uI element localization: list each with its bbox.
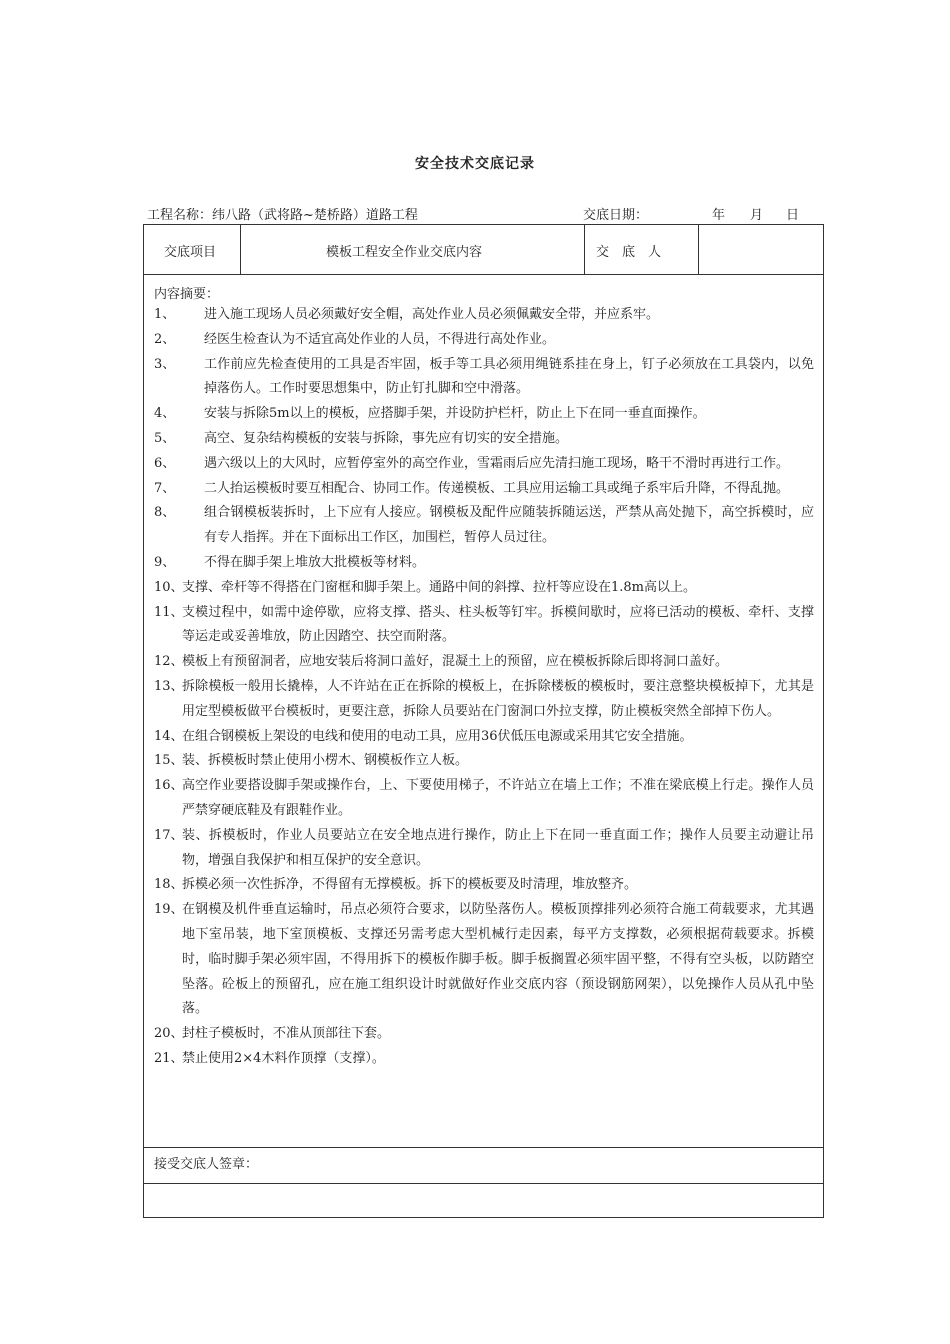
item-number: 12、 [154, 654, 184, 670]
list-item [154, 824, 814, 874]
item-number: 21、 [154, 1050, 184, 1066]
document-title: 安全技术交底记录 [415, 156, 535, 172]
date-month: 月 [750, 208, 764, 223]
list-item [154, 650, 814, 675]
list-item [154, 675, 814, 725]
project-name: 工程名称：纬八路（武将路~楚桥路）道路工程 [147, 208, 418, 223]
item-number: 5、 [154, 430, 176, 446]
item-number: 9、 [154, 554, 176, 570]
item-text: 支模过程中，如需中途停歇，应将支撑、搭头、柱头板等钉牢。拆模间歇时，应将已活动的模板、牵杆、支撑等运走或妥善堆放，防止因踏空、扶空而附落。 [182, 604, 814, 645]
list-item [154, 477, 814, 502]
list-item [154, 402, 814, 427]
sign-label: 接受交底人签章： [154, 1157, 259, 1172]
item-number: 2、 [154, 331, 176, 347]
divider [240, 225, 241, 274]
content-list [154, 303, 814, 1072]
item-number: 11、 [154, 604, 184, 620]
item-number: 14、 [154, 728, 184, 744]
divider [584, 225, 585, 274]
list-item [154, 501, 814, 551]
item-text: 不得在脚手架上堆放大批模板等材料。 [204, 554, 426, 570]
divider [144, 274, 823, 275]
item-number: 20、 [154, 1026, 184, 1042]
item-label: 交底项目 [164, 245, 217, 260]
item-text: 经医生检查认为不适宜高处作业的人员，不得进行高处作业。 [204, 331, 556, 347]
item-number: 6、 [154, 455, 176, 471]
item-text: 进入施工现场人员必须戴好安全帽，高处作业人员必须佩戴安全带，并应系牢。 [204, 307, 660, 322]
list-item [154, 452, 814, 477]
item-text: 装、拆模板时禁止使用小楞木、钢模板作立人板。 [182, 753, 469, 769]
item-number: 18、 [154, 877, 184, 893]
item-text: 在组合钢模板上架设的电线和使用的电动工具，应用36伏低压电源或采用其它安全措施。 [182, 728, 693, 744]
item-text: 高空、复杂结构模板的安装与拆除，事先应有切实的安全措施。 [204, 430, 569, 446]
item-text: 二人抬运模板时要互相配合、协同工作。传递模板、工具应用运输工具或绳子系牢后升降，不得乱抛。 [204, 480, 790, 496]
list-item [154, 303, 814, 328]
list-item [154, 873, 814, 898]
list-item [154, 774, 814, 824]
divider [144, 1147, 823, 1148]
list-item [154, 749, 814, 774]
item-text: 组合钢模板装拆时，上下应有人接应。钢模板及配件应随装拆随运送，严禁从高处抛下，高空拆模时，应有专人指挥。并在下面标出工作区，加围栏，暂停人员过往。 [204, 505, 814, 546]
list-item [154, 427, 814, 452]
item-number: 1、 [154, 307, 176, 322]
item-number: 7、 [154, 480, 176, 496]
list-item [154, 328, 814, 353]
item-number: 10、 [154, 579, 184, 595]
summary-label: 内容摘要： [154, 287, 220, 302]
item-text: 模板上有预留洞者，应地安装后将洞口盖好，混凝土上的预留，应在模板拆除后即将洞口盖好。 [182, 654, 729, 670]
item-text: 禁止使用2×4木料作顶撑（支撑）。 [182, 1050, 385, 1066]
list-item [154, 353, 814, 403]
item-number: 3、 [154, 356, 176, 372]
disclosure-table [143, 224, 824, 1218]
list-item [154, 725, 814, 750]
item-number: 16、 [154, 778, 184, 794]
list-item [154, 551, 814, 576]
divider [144, 1183, 823, 1184]
item-text: 封柱子模板时，不准从顶部往下套。 [182, 1026, 391, 1042]
item-number: 19、 [154, 902, 184, 918]
item-number: 8、 [154, 505, 176, 521]
list-item [154, 576, 814, 601]
item-number: 4、 [154, 406, 176, 422]
item-number: 13、 [154, 678, 184, 694]
date-day: 日 [786, 208, 800, 223]
item-value: 模板工程安全作业交底内容 [326, 245, 483, 260]
person-label: 交 底 人 [596, 245, 662, 260]
item-text: 拆模必须一次性拆净，不得留有无撑模板。拆下的模板要及时清理，堆放整齐。 [182, 877, 638, 893]
item-text: 安装与拆除5m以上的模板，应搭脚手架，并设防护栏杆，防止上下在同一垂直面操作。 [204, 406, 706, 422]
item-text: 在钢模及机件垂直运输时，吊点必须符合要求，以防坠落伤人。模板顶撑排列必须符合施工荷载要求，尤其遇地下室吊装，地下室顶模板、支撑还另需考虑大型机械行走因素，每平方支撑数，必须根据荷载要求。拆模时，临时脚手架必须牢固，不得用拆下的模板作脚手板。脚手板搁置必须牢固平整，不得有空头板，以防踏空坠落。砼板上的预留孔，应在施工组织设计时就做好作业交底内容（预设钢筋网架），以免操作人员从孔中坠落。 [182, 902, 814, 1017]
item-number: 15、 [154, 753, 184, 769]
divider [698, 225, 699, 274]
item-text: 装、拆模板时，作业人员要站立在安全地点进行操作，防止上下在同一垂直面工作；操作人员要主动避让吊物，增强自我保护和相互保护的安全意识。 [182, 827, 814, 868]
item-text: 支撑、牵杆等不得搭在门窗框和脚手架上。通路中间的斜撑、拉杆等应设在1.8m高以上。 [182, 579, 697, 595]
list-item [154, 1022, 814, 1047]
item-text: 高空作业要搭设脚手架或操作台，上、下要使用梯子，不许站立在墙上工作；不准在梁底模上行走。操作人员严禁穿硬底鞋及有跟鞋作业。 [182, 778, 814, 818]
date-label: 交底日期： [583, 208, 649, 223]
item-text: 工作前应先检查使用的工具是否牢固，板手等工具必须用绳链系挂在身上，钉子必须放在工具袋内，以免掉落伤人。工作时要思想集中，防止钉扎脚和空中滑落。 [204, 356, 814, 397]
item-text: 遇六级以上的大风时，应暂停室外的高空作业，雪霜雨后应先清扫施工现场，略干不滑时再进行工作。 [204, 455, 790, 471]
item-text: 拆除模板一般用长撬棒，人不许站在正在拆除的模板上，在拆除楼板的模板时，要注意整块模板掉下，尤其是用定型模板做平台模板时，更要注意，拆除人员要站在门窗洞口外拉支撑，防止模板突然全部掉下伤人。 [182, 678, 814, 719]
list-item [154, 601, 814, 651]
item-number: 17、 [154, 827, 184, 843]
list-item [154, 898, 814, 1022]
list-item [154, 1047, 814, 1072]
date-year: 年 [712, 208, 726, 223]
